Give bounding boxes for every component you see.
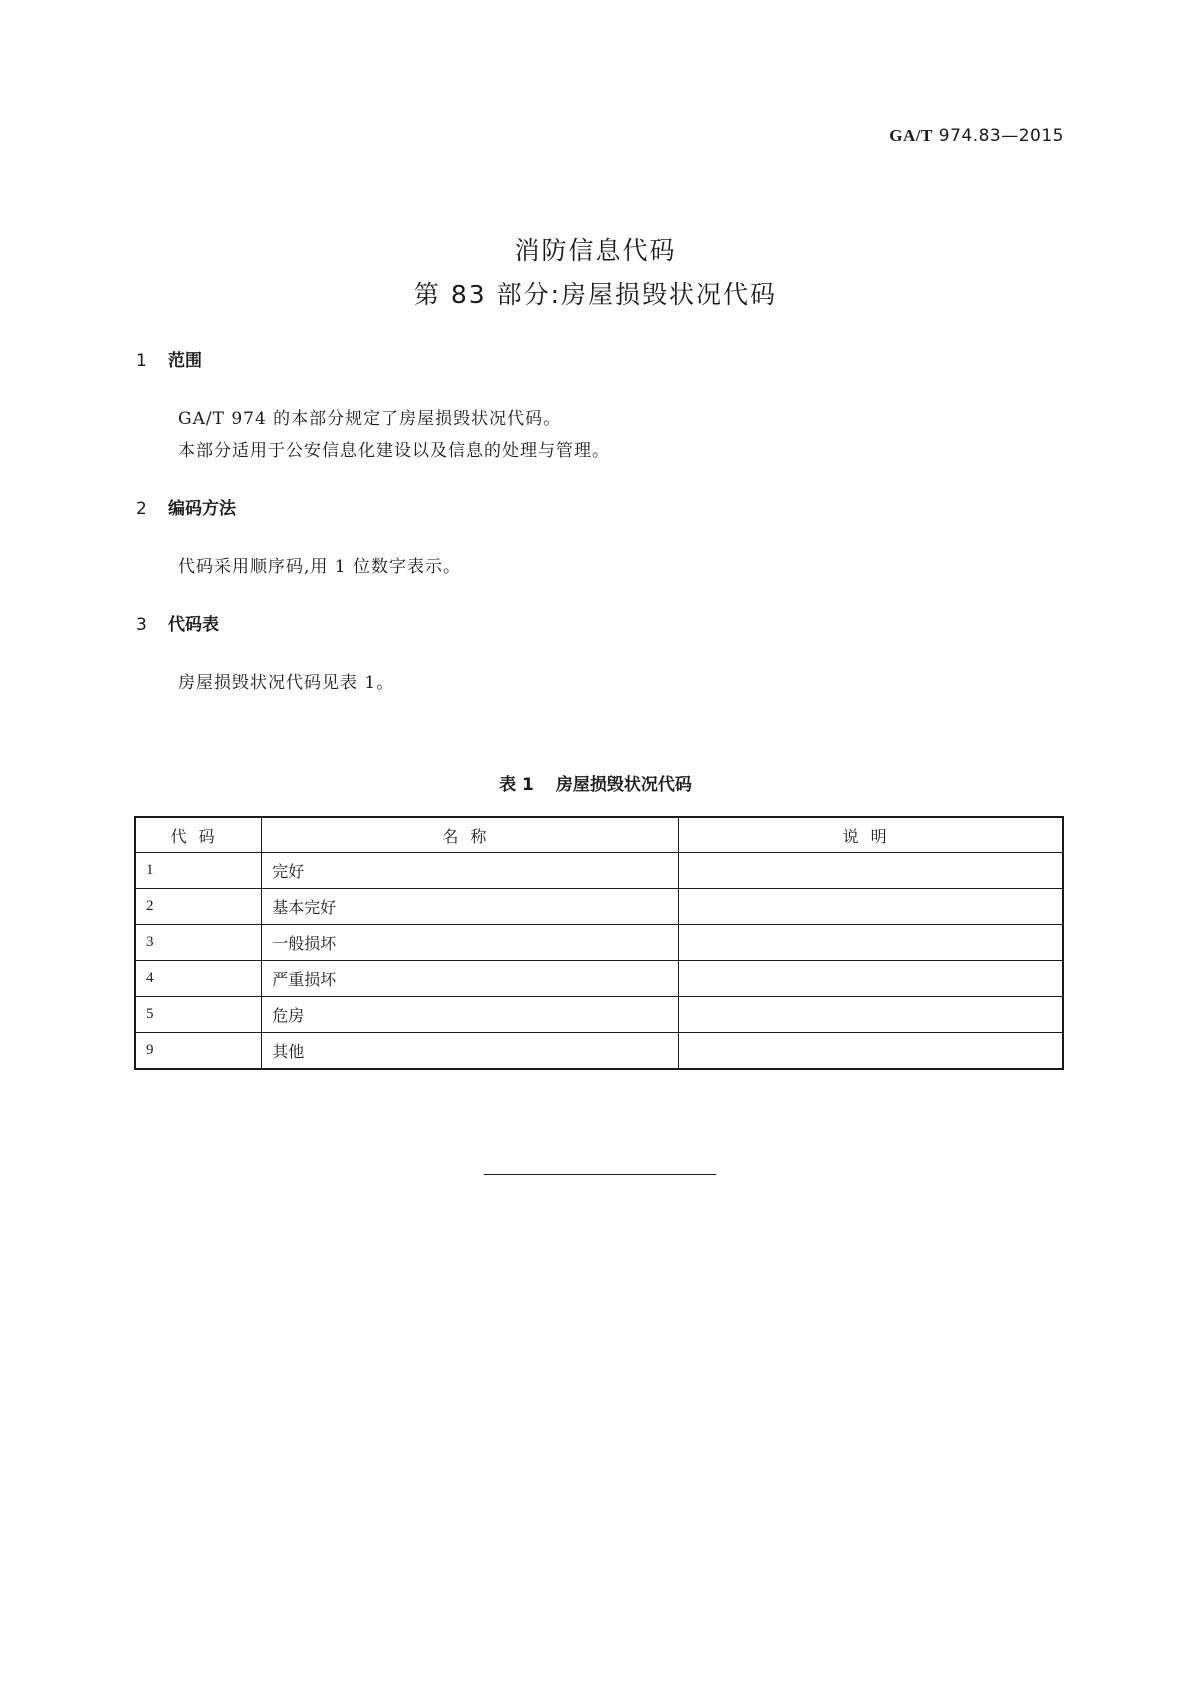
section-title: 代码表 xyxy=(168,615,219,635)
table-title: 房屋损毁状况代码 xyxy=(555,775,692,795)
section-1-paragraph-2: 本部分适用于公安信息化建设以及信息的处理与管理。 xyxy=(178,441,610,461)
table-row xyxy=(135,889,1063,925)
section-number: 3 xyxy=(136,615,147,635)
cell-code: 2 xyxy=(135,889,262,925)
table-row xyxy=(135,925,1063,961)
document-title: 消防信息代码 xyxy=(514,236,677,265)
section-3-heading xyxy=(136,610,219,635)
standard-code: 974.83—2015 xyxy=(938,126,1064,146)
cell-name: 其他 xyxy=(262,1033,679,1070)
cell-code: 1 xyxy=(135,853,262,889)
cell-name: 严重损坏 xyxy=(262,961,679,997)
cell-name: 一般损坏 xyxy=(262,925,679,961)
section-number: 1 xyxy=(136,351,147,371)
cell-note xyxy=(679,853,1063,889)
cell-code: 4 xyxy=(135,961,262,997)
cell-note xyxy=(679,925,1063,961)
code-table xyxy=(134,816,1064,1070)
header-code: 代码 xyxy=(135,817,262,853)
section-2-heading xyxy=(136,494,236,519)
cell-note xyxy=(679,889,1063,925)
cell-code: 3 xyxy=(135,925,262,961)
table-row xyxy=(135,961,1063,997)
table-header-row xyxy=(135,817,1063,853)
cell-name: 基本完好 xyxy=(262,889,679,925)
header-name: 名称 xyxy=(262,817,679,853)
cell-note xyxy=(679,997,1063,1033)
header-note: 说明 xyxy=(679,817,1063,853)
standard-prefix: GA/T xyxy=(889,126,933,145)
cell-name: 完好 xyxy=(262,853,679,889)
cell-note xyxy=(679,1033,1063,1070)
section-2-paragraph-1: 代码采用顺序码,用 1 位数字表示。 xyxy=(178,557,462,577)
cell-code: 9 xyxy=(135,1033,262,1070)
table-label: 表 1 xyxy=(499,775,534,795)
table-row xyxy=(135,853,1063,889)
standard-number xyxy=(889,126,1064,146)
table-row xyxy=(135,997,1063,1033)
cell-note xyxy=(679,961,1063,997)
cell-name: 危房 xyxy=(262,997,679,1033)
end-rule xyxy=(484,1174,716,1175)
table-row xyxy=(135,1033,1063,1070)
section-1-paragraph-1: GA/T 974 的本部分规定了房屋损毁状况代码。 xyxy=(178,409,562,429)
section-title: 编码方法 xyxy=(168,499,236,519)
section-title: 范围 xyxy=(168,351,202,371)
section-3-paragraph-1: 房屋损毁状况代码见表 1。 xyxy=(178,673,395,693)
section-number: 2 xyxy=(136,499,147,519)
document-subtitle: 第 83 部分:房屋损毁状况代码 xyxy=(413,280,778,309)
cell-code: 5 xyxy=(135,997,262,1033)
section-1-heading xyxy=(136,346,202,371)
table-caption xyxy=(0,770,1191,795)
